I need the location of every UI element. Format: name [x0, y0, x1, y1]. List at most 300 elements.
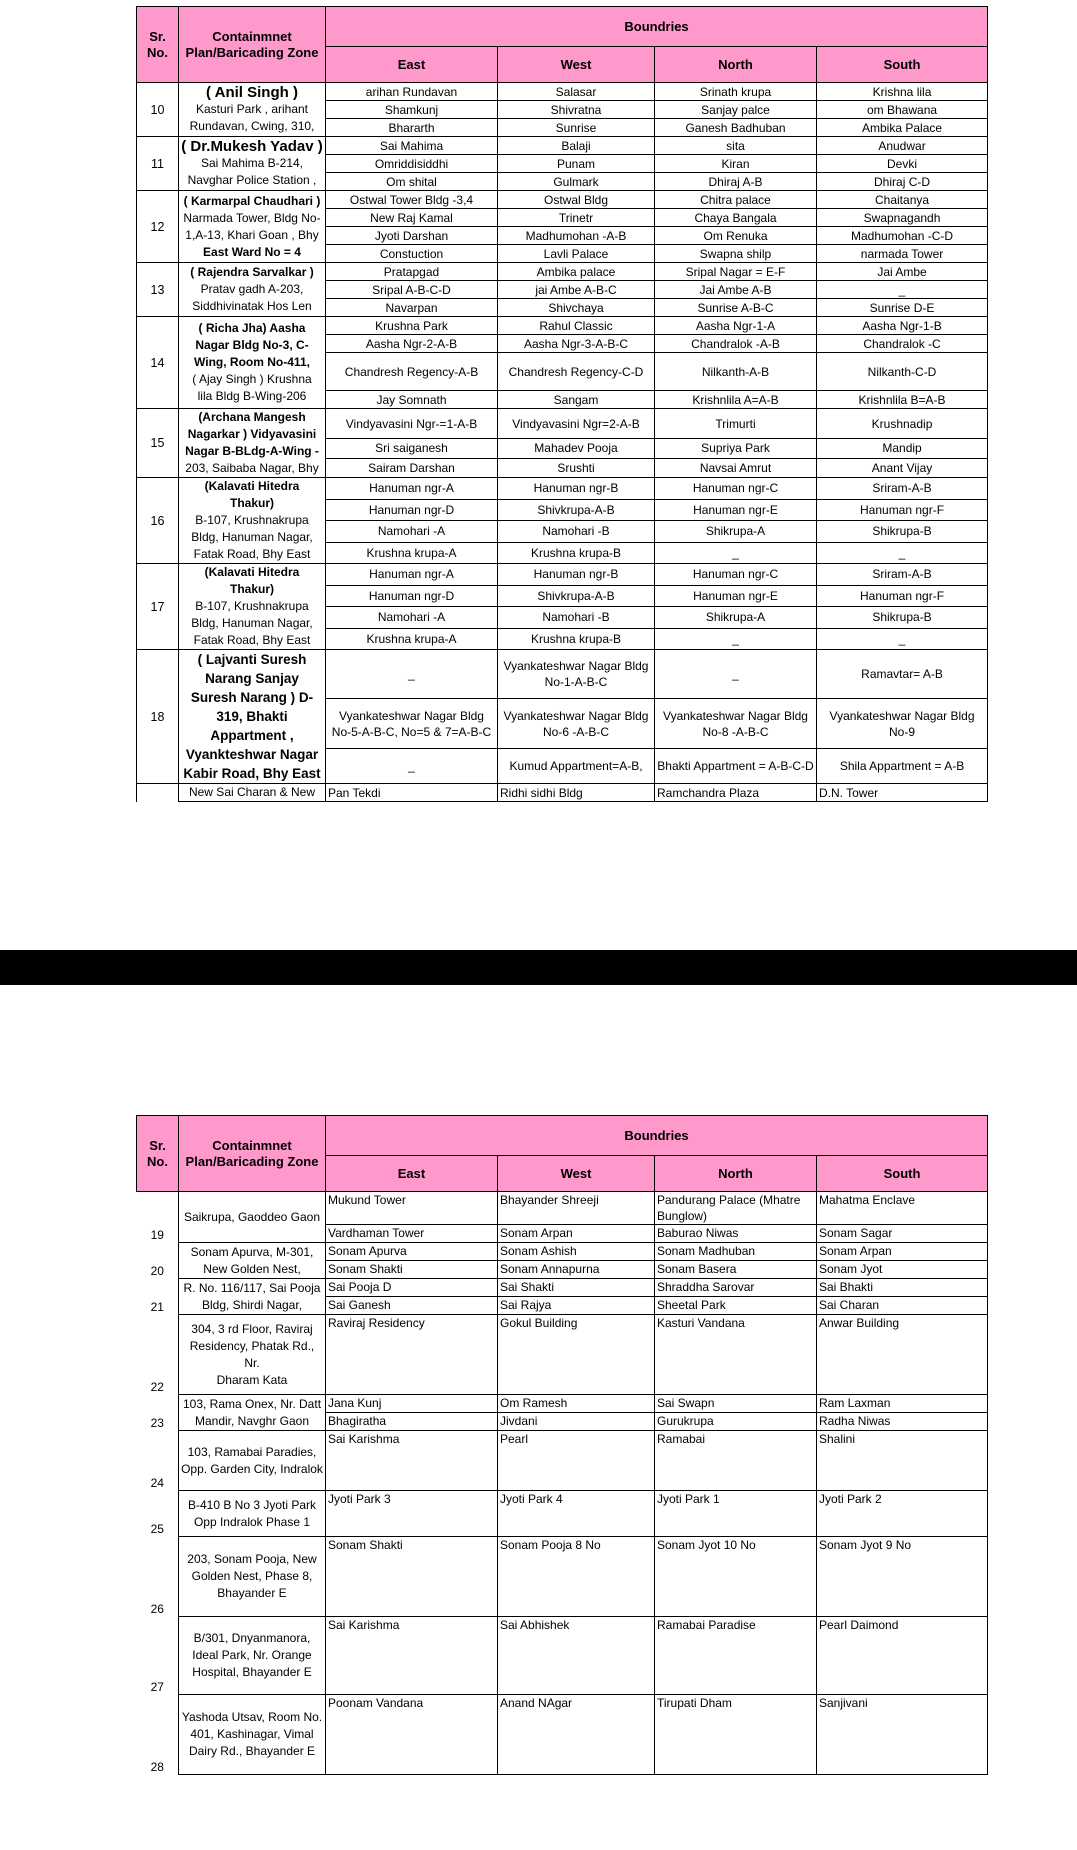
boundary-south-cell: Pearl Daimond — [817, 1617, 988, 1695]
boundary-north-cell: Ganesh Badhuban — [655, 119, 817, 137]
boundary-west-cell: Vyankateshwar Nagar Bldg No-1-A-B-C — [498, 650, 655, 699]
boundary-north-cell: Nilkanth-A-B — [655, 353, 817, 391]
zone-line: ( Ajay Singh ) Krushna — [192, 372, 312, 386]
boundary-west-cell: Shivkrupa-A-B — [498, 499, 655, 521]
zone-line: 1,A-13, Khari Goan , Bhy — [185, 227, 319, 242]
boundary-west-cell: Ambika palace — [498, 263, 655, 281]
boundary-east-cell: Vindyavasini Ngr-=1-A-B — [326, 409, 498, 439]
zone-line: 401, Kashinagar, Vimal — [190, 1727, 314, 1741]
boundary-south-cell: Vyankateshwar Nagar Bldg No-9 — [817, 699, 988, 748]
boundary-south-cell: Mahatma Enclave — [817, 1192, 988, 1225]
sr-no-cell: 21 — [150, 1299, 164, 1314]
boundary-north-cell: Sonam Jyot 10 No — [655, 1537, 817, 1617]
table-row — [137, 1192, 988, 1225]
boundary-west-cell: Om Ramesh — [498, 1395, 655, 1413]
boundary-north-cell: Hanuman ngr-C — [655, 478, 817, 500]
boundary-west-cell: Lavli Palace — [498, 245, 655, 263]
boundary-south-cell: Sai Charan — [817, 1297, 988, 1315]
boundary-east-cell: _ — [326, 650, 498, 699]
zone-cell — [179, 83, 326, 137]
zone-line: Rundavan, Cwing, 310, — [189, 119, 315, 133]
zone-cell — [179, 564, 326, 650]
boundary-north-cell: _ — [655, 628, 817, 650]
boundary-east-cell: Raviraj Residency — [326, 1315, 498, 1395]
boundary-east-cell: Sripal A-B-C-D — [326, 281, 498, 299]
zone-line: Bldg, Hanuman Nagar, — [191, 616, 313, 630]
boundary-east-cell: Vardhaman Tower — [326, 1225, 498, 1243]
boundary-north-cell: Ramchandra Plaza — [655, 784, 817, 802]
zone-line: Nagar B-BLdg-A-Wing - — [185, 444, 319, 458]
boundary-west-cell: Madhumohan -A-B — [498, 227, 655, 245]
boundary-north-cell: Dhiraj A-B — [655, 173, 817, 191]
sr-no-cell: 25 — [150, 1521, 164, 1536]
page-separator — [0, 950, 1077, 985]
boundary-west-cell: Krushna krupa-B — [498, 542, 655, 564]
sr-no-cell: 17 — [137, 564, 179, 650]
zone-line: B-410 B No 3 Jyoti Park — [187, 1497, 317, 1512]
zone-cell — [179, 1695, 326, 1775]
boundary-south-cell: Krishnlila B=A-B — [817, 391, 988, 409]
sr-no-header: Sr. No. — [137, 7, 179, 83]
boundary-east-cell: Namohari -A — [326, 607, 498, 629]
boundary-north-cell: Sonam Basera — [655, 1261, 817, 1279]
boundary-south-cell: Shila Appartment = A-B — [817, 748, 988, 783]
zone-line: Dharam Kata — [216, 1372, 288, 1387]
table-row — [137, 1431, 988, 1491]
containment-table-2 — [136, 1115, 988, 1775]
zone-cell — [179, 1243, 326, 1279]
table-row — [137, 784, 988, 802]
boundary-north-cell: Tirupati Dham — [655, 1695, 817, 1775]
sr-no-cell: 27 — [150, 1679, 164, 1694]
table-row — [137, 1617, 988, 1695]
zone-line: 103, Rama Onex, Nr. Datt — [182, 1396, 322, 1411]
boundary-south-cell: Hanuman ngr-F — [817, 585, 988, 607]
zone-line: New Sai Charan & New — [188, 785, 316, 799]
zone-cell — [179, 1491, 326, 1537]
table-row — [137, 1279, 988, 1297]
boundary-east-cell: Aasha Ngr-2-A-B — [326, 335, 498, 353]
zone-line: Opp. Garden City, Indralok — [181, 1461, 323, 1476]
sr-no-cell: 23 — [150, 1415, 164, 1430]
zone-cell — [179, 784, 326, 802]
boundary-south-cell: Sriram-A-B — [817, 564, 988, 586]
zone-line: Golden Nest, Phase 8, — [191, 1569, 313, 1583]
zone-line: Narang Sanjay — [205, 671, 299, 686]
boundary-east-cell: Jay Somnath — [326, 391, 498, 409]
sr-no-cell: 22 — [150, 1379, 164, 1394]
boundary-north-cell: Baburao Niwas — [655, 1225, 817, 1243]
containment-table-1 — [136, 6, 988, 802]
boundary-east-cell: Bhararth — [326, 119, 498, 137]
zone-line: Narmada Tower, Bldg No- — [183, 210, 321, 225]
boundary-east-cell: Hanuman ngr-D — [326, 585, 498, 607]
boundary-south-cell: Aasha Ngr-1-B — [817, 317, 988, 335]
boundary-north-cell: Hanuman ngr-C — [655, 564, 817, 586]
sr-no-cell: 26 — [150, 1601, 164, 1616]
boundary-south-cell: Dhiraj C-D — [817, 173, 988, 191]
boundary-east-cell: Hanuman ngr-A — [326, 478, 498, 500]
boundary-north-cell: Sheetal Park — [655, 1297, 817, 1315]
boundary-south-cell: Jai Ambe — [817, 263, 988, 281]
boundary-north-cell: Vyankateshwar Nagar Bldg No-8 -A-B-C — [655, 699, 817, 748]
zone-line: Bldg, Shirdi Nagar, — [201, 1297, 303, 1312]
boundary-south-cell: Krushnadip — [817, 409, 988, 439]
boundaries-header: Boundries — [326, 1116, 988, 1156]
zone-line: ( Richa Jha) Aasha — [198, 321, 306, 335]
boundary-north-cell: Shikrupa-A — [655, 607, 817, 629]
sr-no-cell: 20 — [150, 1263, 164, 1278]
zone-cell — [179, 137, 326, 191]
boundary-west-cell: Shivkrupa-A-B — [498, 585, 655, 607]
boundary-east-cell: Omriddisiddhi — [326, 155, 498, 173]
boundary-south-cell: Sonam Sagar — [817, 1225, 988, 1243]
zone-line: Mandir, Navghr Gaon — [194, 1413, 310, 1428]
boundary-south-cell: Sonam Jyot 9 No — [817, 1537, 988, 1617]
zone-line: B-107, Krushnakrupa — [195, 599, 309, 613]
boundary-east-cell: Om shital — [326, 173, 498, 191]
zone-line: Kasturi Park , arihant — [195, 102, 309, 116]
boundary-west-cell: Sangam — [498, 391, 655, 409]
zone-header: Containmnet Plan/Baricading Zone — [179, 1116, 326, 1192]
zone-line: Vyankteshwar Nagar — [185, 747, 319, 762]
zone-line: 319, Bhakti — [216, 709, 288, 724]
table-row — [137, 1695, 988, 1775]
boundary-west-cell: Sonam Ashish — [498, 1243, 655, 1261]
boundary-north-cell: Kiran — [655, 155, 817, 173]
zone-line: Sai Mahima B-214, — [200, 156, 304, 170]
boundary-east-cell: Jyoti Darshan — [326, 227, 498, 245]
boundary-west-cell: Salasar — [498, 83, 655, 101]
boundary-east-cell: _ — [326, 748, 498, 783]
boundary-north-cell: Aasha Ngr-1-A — [655, 317, 817, 335]
south-header: South — [817, 1156, 988, 1192]
boundary-west-cell: Gokul Building — [498, 1315, 655, 1395]
boundary-north-cell: Ramabai — [655, 1431, 817, 1491]
boundary-west-cell: Balaji — [498, 137, 655, 155]
north-header: North — [655, 1156, 817, 1192]
zone-cell — [179, 191, 326, 263]
zone-line: Saikrupa, Gaoddeo Gaon — [183, 1209, 321, 1224]
zone-line: Wing, Room No-411, — [194, 355, 310, 369]
zone-line: Hospital, Bhayander E — [192, 1665, 312, 1679]
table-row — [137, 1395, 988, 1413]
boundary-south-cell: Radha Niwas — [817, 1413, 988, 1431]
boundary-east-cell: Shamkunj — [326, 101, 498, 119]
zone-line: B/301, Dnyanmanora, — [193, 1631, 311, 1645]
zone-cell — [179, 650, 326, 784]
table-row — [137, 1491, 988, 1537]
boundary-west-cell: Sai Abhishek — [498, 1617, 655, 1695]
boundary-south-cell: _ — [817, 281, 988, 299]
zone-line: 103, Ramabai Paradies, — [187, 1444, 317, 1459]
boundary-east-cell: Jana Kunj — [326, 1395, 498, 1413]
boundary-south-cell: Devki — [817, 155, 988, 173]
boundary-south-cell: Chaitanya — [817, 191, 988, 209]
boundary-east-cell: Sonam Shakti — [326, 1261, 498, 1279]
zone-line: (Kalavati Hitedra Thakur) — [204, 565, 300, 596]
zone-cell — [179, 1315, 326, 1395]
boundary-north-cell: Trimurti — [655, 409, 817, 439]
boundary-north-cell: Navsai Amrut — [655, 458, 817, 477]
zone-line: Bhayander E — [217, 1586, 287, 1600]
boundary-south-cell: Jyoti Park 2 — [817, 1491, 988, 1537]
boundary-south-cell: Nilkanth-C-D — [817, 353, 988, 391]
boundary-south-cell: Sonam Jyot — [817, 1261, 988, 1279]
zone-line: Ideal Park, Nr. Orange — [192, 1648, 312, 1662]
zone-line: Nagar Bldg No-3, C- — [195, 338, 309, 352]
sr-no-cell: 12 — [137, 191, 179, 263]
boundary-south-cell: _ — [817, 542, 988, 564]
boundary-north-cell: Swapna shilp — [655, 245, 817, 263]
sr-no-cell: 10 — [137, 83, 179, 137]
boundary-south-cell: Sonam Arpan — [817, 1243, 988, 1261]
table-row — [137, 409, 988, 439]
table-row — [137, 650, 988, 699]
boundary-south-cell: Anant Vijay — [817, 458, 988, 477]
zone-cell — [179, 263, 326, 317]
boundary-west-cell: Sai Rajya — [498, 1297, 655, 1315]
table-row — [137, 317, 988, 335]
zone-line: Residency, Phatak Rd., Nr. — [189, 1338, 315, 1370]
boundary-west-cell: Jyoti Park 4 — [498, 1491, 655, 1537]
boundary-south-cell: Madhumohan -C-D — [817, 227, 988, 245]
zone-cell — [179, 1192, 326, 1243]
boundary-south-cell: Shalini — [817, 1431, 988, 1491]
boundary-west-cell: Ostwal Bldg — [498, 191, 655, 209]
zone-line: 203, Saibaba Nagar, Bhy — [185, 461, 319, 475]
boundary-south-cell: Mandip — [817, 439, 988, 458]
boundary-north-cell: Sonam Madhuban — [655, 1243, 817, 1261]
boundary-east-cell: Krushna krupa-A — [326, 628, 498, 650]
west-header: West — [498, 47, 655, 83]
boundary-west-cell: Pearl — [498, 1431, 655, 1491]
boundary-north-cell: Pandurang Palace (Mhatre Bunglow) — [655, 1192, 817, 1225]
zone-line: Kabir Road, Bhy East — [183, 766, 321, 781]
boundary-east-cell: Sai Karishma — [326, 1617, 498, 1695]
boundary-east-cell: Navarpan — [326, 299, 498, 317]
sr-no-cell: 14 — [137, 317, 179, 409]
boundary-south-cell: narmada Tower — [817, 245, 988, 263]
boundary-north-cell: Hanuman ngr-E — [655, 585, 817, 607]
table-row — [137, 137, 988, 155]
zone-line: ( Anil Singh ) — [206, 84, 298, 101]
boundary-south-cell: Sunrise D-E — [817, 299, 988, 317]
east-header: East — [326, 1156, 498, 1192]
table-row — [137, 478, 988, 500]
boundary-north-cell: Shraddha Sarovar — [655, 1279, 817, 1297]
boundary-west-cell: Rahul Classic — [498, 317, 655, 335]
boundary-east-cell: Jyoti Park 3 — [326, 1491, 498, 1537]
zone-line: East Ward No = 4 — [203, 244, 301, 259]
west-header: West — [498, 1156, 655, 1192]
boundary-west-cell: Bhayander Shreeji — [498, 1192, 655, 1225]
table-row — [137, 564, 988, 586]
zone-line: Suresh Narang ) D- — [190, 690, 314, 705]
boundary-east-cell: Sai Pooja D — [326, 1279, 498, 1297]
zone-line: lila Bldg B-Wing-206 — [197, 389, 307, 403]
boundary-west-cell: Vyankateshwar Nagar Bldg No-6 -A-B-C — [498, 699, 655, 748]
boundary-east-cell: Mukund Tower — [326, 1192, 498, 1225]
zone-line: 203, Sonam Pooja, New — [187, 1552, 317, 1566]
boundary-west-cell: Sai Shakti — [498, 1279, 655, 1297]
boundary-east-cell: Vyankateshwar Nagar Bldg No-5-A-B-C, No=5 & 7=A-B-C — [326, 699, 498, 748]
boundary-north-cell: Srinath krupa — [655, 83, 817, 101]
sr-no-cell: 28 — [150, 1759, 164, 1774]
zone-line: ( Rajendra Sarvalkar ) — [190, 265, 314, 279]
boundary-north-cell: Chaya Bangala — [655, 209, 817, 227]
zone-line: ( Dr.Mukesh Yadav ) — [181, 138, 323, 155]
boundary-east-cell: Pan Tekdi — [326, 784, 498, 802]
zone-line: New Golden Nest, — [203, 1261, 301, 1276]
boundary-north-cell: Chandralok -A-B — [655, 335, 817, 353]
boundary-west-cell: jai Ambe A-B-C — [498, 281, 655, 299]
boundary-south-cell: Sanjivani — [817, 1695, 988, 1775]
zone-cell — [179, 1395, 326, 1431]
boundary-south-cell: Anwar Building — [817, 1315, 988, 1395]
boundary-west-cell: Srushti — [498, 458, 655, 477]
boundary-south-cell: Shikrupa-B — [817, 607, 988, 629]
boundary-west-cell: Sonam Annapurna — [498, 1261, 655, 1279]
zone-line: R. No. 116/117, Sai Pooja — [183, 1280, 321, 1295]
boundary-north-cell: Jyoti Park 1 — [655, 1491, 817, 1537]
boundary-west-cell: Chandresh Regency-C-D — [498, 353, 655, 391]
boundary-north-cell: Sripal Nagar = E-F — [655, 263, 817, 281]
boundary-west-cell: Vindyavasini Ngr=2-A-B — [498, 409, 655, 439]
boundary-east-cell: Bhagiratha — [326, 1413, 498, 1431]
boundary-north-cell: Shikrupa-A — [655, 521, 817, 543]
boundary-east-cell: Ostwal Tower Bldg -3,4 — [326, 191, 498, 209]
zone-line: Navghar Police Station , — [187, 173, 317, 187]
boundary-west-cell: Mahadev Pooja — [498, 439, 655, 458]
zone-line: Fatak Road, Bhy East — [193, 547, 311, 561]
table-row — [137, 191, 988, 209]
zone-cell — [179, 478, 326, 564]
zone-cell — [179, 409, 326, 478]
sr-no-cell: 13 — [137, 263, 179, 317]
boundary-east-cell: Pratapgad — [326, 263, 498, 281]
boundary-south-cell: Ramavtar= A-B — [817, 650, 988, 699]
boundary-west-cell: Ridhi sidhi Bldg — [498, 784, 655, 802]
boundary-north-cell: _ — [655, 542, 817, 564]
table-row — [137, 263, 988, 281]
zone-line: ( Lajvanti Suresh — [197, 652, 307, 667]
table-row — [137, 83, 988, 101]
boundary-south-cell: Shikrupa-B — [817, 521, 988, 543]
sr-no-cell: 15 — [137, 409, 179, 478]
boundary-west-cell: Hanuman ngr-B — [498, 564, 655, 586]
boundary-north-cell: Kasturi Vandana — [655, 1315, 817, 1395]
boundary-east-cell: Chandresh Regency-A-B — [326, 353, 498, 391]
zone-line: B-107, Krushnakrupa — [195, 513, 309, 527]
sr-no-cell: 18 — [137, 650, 179, 784]
zone-line: Sonam Apurva, M-301, — [190, 1244, 314, 1259]
boundary-west-cell: Namohari -B — [498, 521, 655, 543]
boundary-west-cell: Shivratna — [498, 101, 655, 119]
boundary-west-cell: Sunrise — [498, 119, 655, 137]
table-row — [137, 1243, 988, 1261]
boundary-south-cell: D.N. Tower — [817, 784, 988, 802]
east-header: East — [326, 47, 498, 83]
boundary-south-cell: Ram Laxman — [817, 1395, 988, 1413]
north-header: North — [655, 47, 817, 83]
boundary-east-cell: Namohari -A — [326, 521, 498, 543]
boundary-west-cell: Jivdani — [498, 1413, 655, 1431]
boundary-north-cell: Bhakti Appartment = A-B-C-D — [655, 748, 817, 783]
zone-line: Pratav gadh A-203, — [200, 282, 304, 296]
boundary-north-cell: Gurukrupa — [655, 1413, 817, 1431]
zone-line: Opp Indralok Phase 1 — [193, 1514, 311, 1529]
boundary-east-cell: Sri saiganesh — [326, 439, 498, 458]
boundary-north-cell: Jai Ambe A-B — [655, 281, 817, 299]
sr-no-cell: 11 — [137, 137, 179, 191]
zone-cell — [179, 1279, 326, 1315]
zone-line: Siddhivinatak Hos Len — [192, 299, 312, 313]
boundary-south-cell: Ambika Palace — [817, 119, 988, 137]
zone-line: 304, 3 rd Floor, Raviraj — [191, 1321, 313, 1336]
boundary-east-cell: arihan Rundavan — [326, 83, 498, 101]
boundary-west-cell: Sonam Pooja 8 No — [498, 1537, 655, 1617]
sr-no-cell: 19 — [150, 1227, 164, 1242]
boundary-north-cell: Ramabai Paradise — [655, 1617, 817, 1695]
south-header: South — [817, 47, 988, 83]
boundary-south-cell: om Bhawana — [817, 101, 988, 119]
boundary-west-cell: Punam — [498, 155, 655, 173]
boundary-east-cell: Hanuman ngr-D — [326, 499, 498, 521]
zone-cell — [179, 317, 326, 409]
boundary-north-cell: Hanuman ngr-E — [655, 499, 817, 521]
zone-line: (Kalavati Hitedra Thakur) — [204, 479, 300, 510]
sr-no-cell: 24 — [150, 1475, 164, 1490]
zone-line: Appartment , — [210, 728, 294, 743]
boundary-north-cell: Chitra palace — [655, 191, 817, 209]
zone-cell — [179, 1431, 326, 1491]
boundary-east-cell: Poonam Vandana — [326, 1695, 498, 1775]
table-row — [137, 1315, 988, 1395]
boundaries-header: Boundries — [326, 7, 988, 47]
boundary-east-cell: Hanuman ngr-A — [326, 564, 498, 586]
boundary-north-cell: sita — [655, 137, 817, 155]
zone-line: Nagarkar ) Vidyavasini — [187, 427, 317, 441]
boundary-north-cell: Om Renuka — [655, 227, 817, 245]
sr-no-cell — [137, 784, 179, 802]
boundary-west-cell: Anand NAgar — [498, 1695, 655, 1775]
boundary-south-cell: Anudwar — [817, 137, 988, 155]
boundary-north-cell: Supriya Park — [655, 439, 817, 458]
boundary-west-cell: Kumud Appartment=A-B, — [498, 748, 655, 783]
boundary-north-cell: Krishnlila A=A-B — [655, 391, 817, 409]
boundary-west-cell: Hanuman ngr-B — [498, 478, 655, 500]
zone-header: Containmnet Plan/Baricading Zone — [179, 7, 326, 83]
zone-cell — [179, 1537, 326, 1617]
boundary-west-cell: Gulmark — [498, 173, 655, 191]
boundary-west-cell: Sonam Arpan — [498, 1225, 655, 1243]
boundary-east-cell: Sai Karishma — [326, 1431, 498, 1491]
zone-cell — [179, 1617, 326, 1695]
zone-line: (Archana Mangesh — [198, 410, 306, 424]
boundary-east-cell: Sairam Darshan — [326, 458, 498, 477]
boundary-east-cell: Krushna Park — [326, 317, 498, 335]
table-row — [137, 1537, 988, 1617]
boundary-north-cell: Sunrise A-B-C — [655, 299, 817, 317]
sr-no-cell: 16 — [137, 478, 179, 564]
boundary-south-cell: Sai Bhakti — [817, 1279, 988, 1297]
zone-line: Yashoda Utsav, Room No. — [181, 1710, 323, 1724]
boundary-east-cell: Sai Ganesh — [326, 1297, 498, 1315]
boundary-east-cell: New Raj Kamal — [326, 209, 498, 227]
zone-line: ( Karmarpal Chaudhari ) — [183, 193, 321, 208]
boundary-west-cell: Shivchaya — [498, 299, 655, 317]
